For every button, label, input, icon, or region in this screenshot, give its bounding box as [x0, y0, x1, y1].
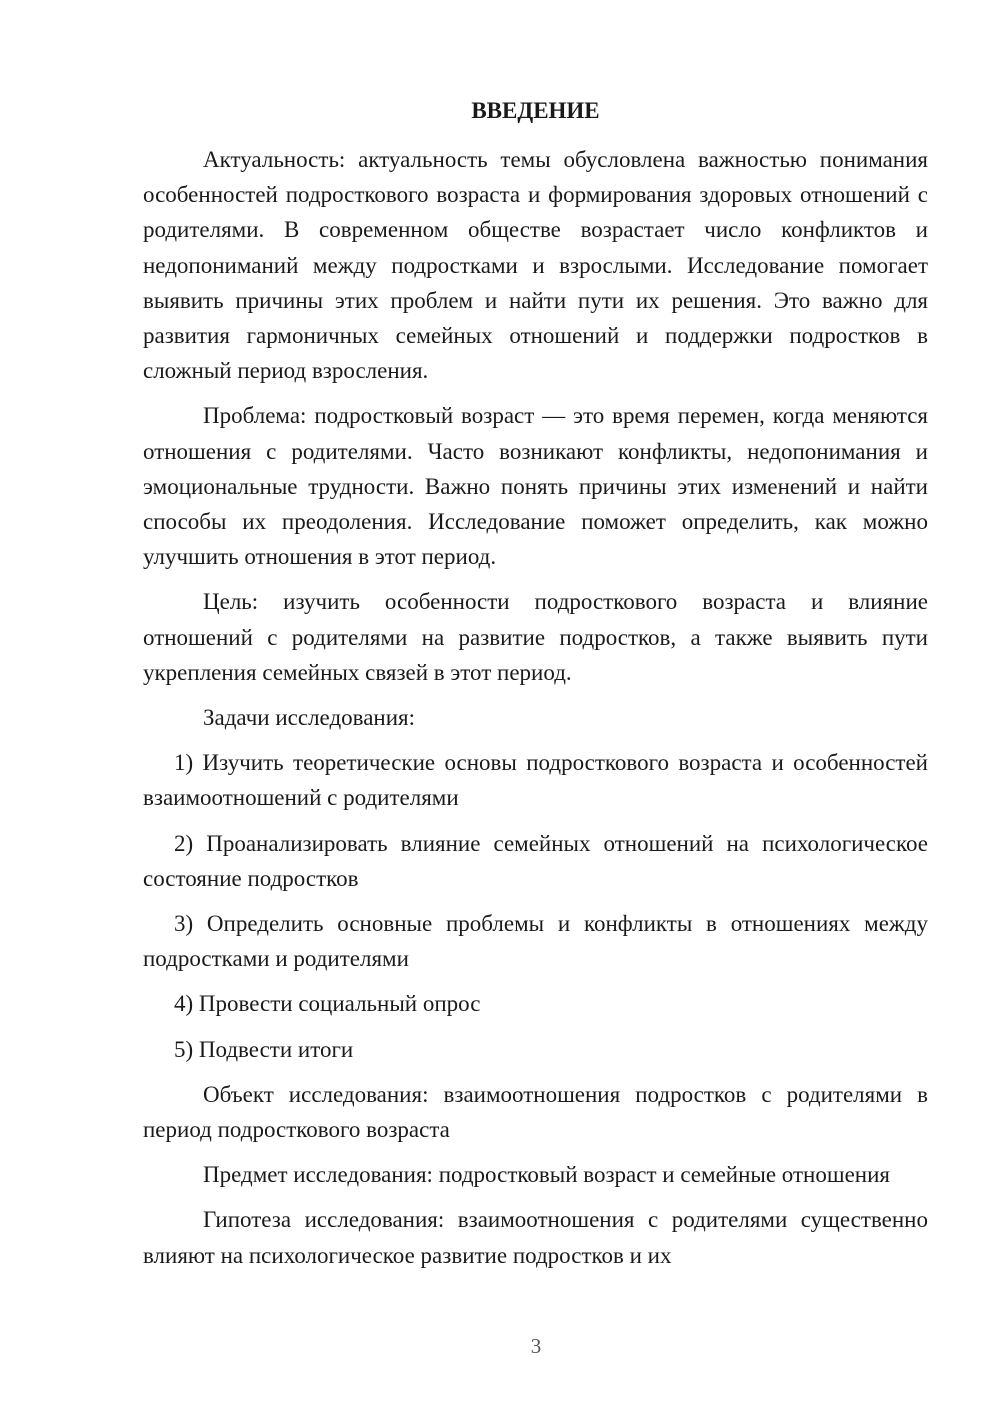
paragraph-problem: Проблема: подростковый возраст — это время перемен, когда меняются отношения с родителями. Часто возникают конфликты, недопонимания и эмоциональные трудности. Важно понять причины этих изменений и найти способы их преодоления. Исследование поможет определить, как можно улучшить отношения в этот период.: [143, 403, 928, 570]
task-item-5: 5) Подвести итоги: [174, 1036, 354, 1062]
paragraph-tasks-heading: Задачи исследования:: [203, 705, 416, 731]
paragraph-object: Объект исследования: взаимоотношения подростков с родителями в период подросткового возраста: [143, 1081, 928, 1143]
task-item-2: 2) Проанализировать влияние семейных отношений на психологическое состояние подростков: [143, 830, 928, 891]
paragraph-relevance: Актуальность: актуальность темы обусловлена важностью понимания особенностей подросткового возраста и формирования здоровых отношений с родителями. В современном обществе возрастает число конфликтов и недопониманий между подростками и взрослыми. Исследование помогает выявить причины этих проблем и найти пути их решения. Это важно для развития гармоничных семейных отношений и поддержки подростков в сложный период взросления.: [143, 147, 928, 384]
task-item-1: 1) Изучить теоретические основы подросткового возраста и особенностей взаимоотношений с родителями: [143, 750, 928, 811]
task-item-4: 4) Провести социальный опрос: [174, 991, 481, 1017]
paragraph-goal: Цель: изучить особенности подросткового возраста и влияние отношений с родителями на развитие подростков, а также выявить пути укрепления семейных связей в этот период.: [143, 589, 928, 685]
page-number: 3: [530, 1334, 542, 1358]
paragraph-hypothesis: Гипотеза исследования: взаимоотношения с родителями существенно влияют на психологическое развитие подростков и их: [143, 1207, 928, 1268]
task-item-3: 3) Определить основные проблемы и конфликты в отношениях между подростками и родителями: [143, 911, 928, 972]
page-heading: ВВЕДЕНИЕ: [471, 98, 600, 123]
document-body: [143, 142, 928, 1283]
paragraph-subject: Предмет исследования: подростковый возраст и семейные отношения: [203, 1162, 890, 1188]
